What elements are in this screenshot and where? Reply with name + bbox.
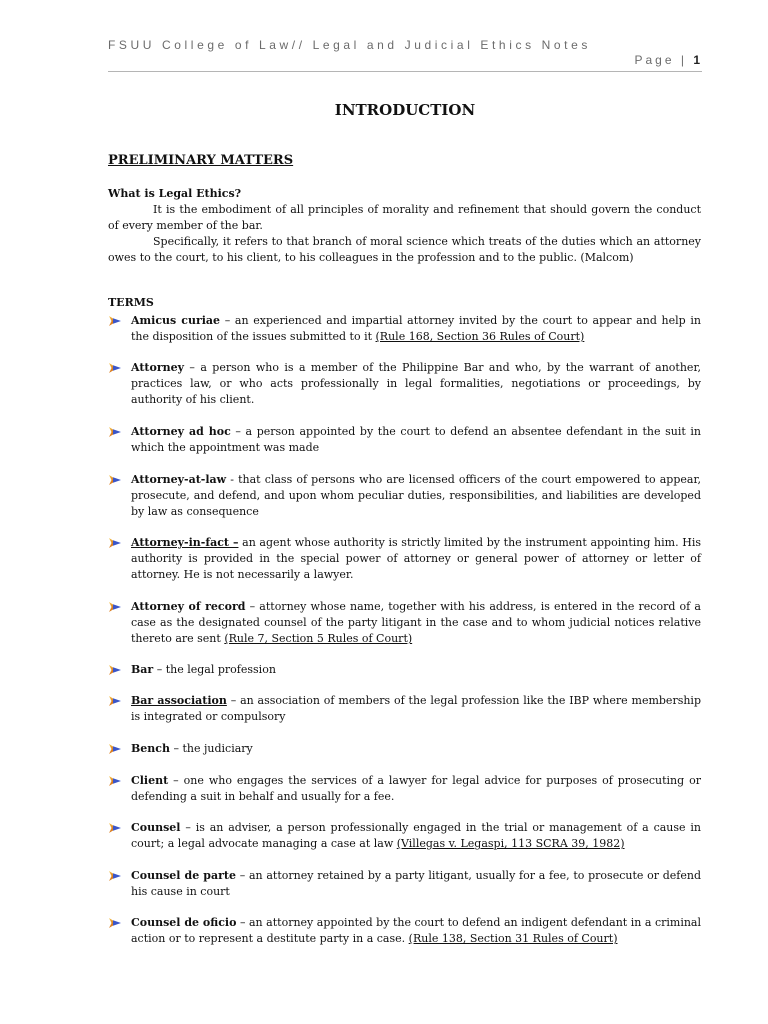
question-heading: What is Legal Ethics? [108,187,242,200]
page-number: 1 [693,53,701,67]
term-entry [108,868,701,900]
document-title: INTRODUCTION [334,101,476,119]
term-name: Bar [131,663,154,676]
arrow-bullet-icon [108,664,122,676]
term-entry [108,693,701,725]
page-label: Page | [634,53,687,67]
arrow-bullet-icon [108,601,122,613]
legal-ethics-definition [108,186,701,266]
term-name: Counsel de oficio [131,916,237,929]
arrow-bullet-icon [108,537,122,549]
arrow-bullet-icon [108,315,122,327]
arrow-bullet-icon [108,362,122,374]
term-text [131,313,701,345]
header-rule [108,71,702,72]
term-name: Amicus curiae [131,314,221,327]
arrow-bullet-icon [108,695,122,707]
term-name: Attorney ad hoc [131,425,231,438]
arrow-bullet-icon [108,775,122,787]
term-definition: – attorney whose name, together with his address, is entered in the record of a case as the designated counsel of the party litigant in the case and to whom judicial notices relative thereto are sent [131,600,701,645]
arrow-bullet-icon [108,474,122,486]
term-definition: – an attorney appointed by the court to defend an indigent defendant in a criminal action or to represent a destitute party in a case. [131,916,702,945]
term-text [131,535,701,583]
term-entry [108,599,701,647]
term-entry [108,535,701,583]
term-citation: (Rule 138, Section 31 Rules of Court) [408,932,618,945]
term-definition: – an association of members of the legal profession like the IBP where membership is integrated or compulsory [131,694,701,723]
terms-heading: TERMS [108,296,154,309]
arrow-bullet-icon [108,870,122,882]
arrow-bullet-icon [108,426,122,438]
term-text [131,773,701,805]
arrow-bullet-icon [108,743,122,755]
term-text [131,868,701,900]
term-citation: (Villegas v. Legaspi, 113 SCRA 39, 1982) [396,837,625,850]
term-name: Counsel [131,821,181,834]
term-name: Attorney-at-law [131,473,227,486]
term-entry [108,773,701,805]
term-definition: an agent whose authority is strictly limited by the instrument appointing him. His authority is provided in the special power of attorney or general power of attorney or letter of attorney. He is not necessarily a lawyer. [131,536,701,581]
term-text [131,424,701,456]
term-text [131,693,701,725]
term-definition: – is an adviser, a person professionally engaged in the trial or management of a cause in court; a legal advocate managing a case at law [131,821,701,850]
arrow-bullet-icon [108,917,122,929]
term-text [131,472,701,520]
term-definition: – an experienced and impartial attorney invited by the court to appear and help in the disposition of the issues submitted to it [131,314,701,343]
term-definition: – the judiciary [170,742,253,755]
term-name: Attorney of record [131,600,246,613]
term-entry [108,741,701,757]
term-text [131,820,701,852]
term-text [131,599,701,647]
page-indicator [634,53,701,67]
term-name: Counsel de parte [131,869,236,882]
term-entry [108,662,701,678]
term-definition: - that class of persons who are licensed officers of the court empowered to appear, prosecute, and defend, and upon whom peculiar duties, responsibilities, and liabilities are developed by law as consequence [131,473,701,518]
term-name: Client [131,774,169,787]
term-text [131,915,701,947]
definition-paragraph-2: Specifically, it refers to that branch of moral science which treats of the duties which an attorney owes to the court, to his client, to his colleagues in the profession and to the public. (Malcom) [108,235,701,264]
term-entry [108,820,701,852]
term-entry [108,472,701,520]
arrow-bullet-icon [108,822,122,834]
term-name: Attorney-in-fact – [131,536,239,549]
term-entry [108,313,701,345]
section-heading: PRELIMINARY MATTERS [108,153,294,168]
term-definition: – the legal profession [153,663,276,676]
term-text [131,741,701,757]
term-name: Bar association [131,694,227,707]
term-entry [108,915,701,947]
term-citation: (Rule 7, Section 5 Rules of Court) [224,632,413,645]
term-definition: – one who engages the services of a lawyer for legal advice for purposes of prosecuting or defending a suit in behalf and usually for a fee. [131,774,701,803]
term-name: Bench [131,742,170,755]
header-title: FSUU College of Law// Legal and Judicial Ethics Notes [108,38,591,52]
term-definition: – a person who is a member of the Philippine Bar and who, by the warrant of another, practices law, or who acts professionally in legal formalities, negotiations or proceedings, by authority of his client. [131,361,701,406]
term-citation: (Rule 168, Section 36 Rules of Court) [375,330,585,343]
term-entry [108,424,701,456]
term-entry [108,360,701,408]
term-name: Attorney [131,361,185,374]
term-text [131,360,701,408]
definition-paragraph-1: It is the embodiment of all principles of morality and refinement that should govern the conduct of every member of the bar. [108,203,701,232]
term-definition: – a person appointed by the court to defend an absentee defendant in the suit in which the appointment was made [131,425,701,454]
term-text [131,662,701,678]
term-definition: – an attorney retained by a party litigant, usually for a fee, to prosecute or defend his cause in court [131,869,702,898]
